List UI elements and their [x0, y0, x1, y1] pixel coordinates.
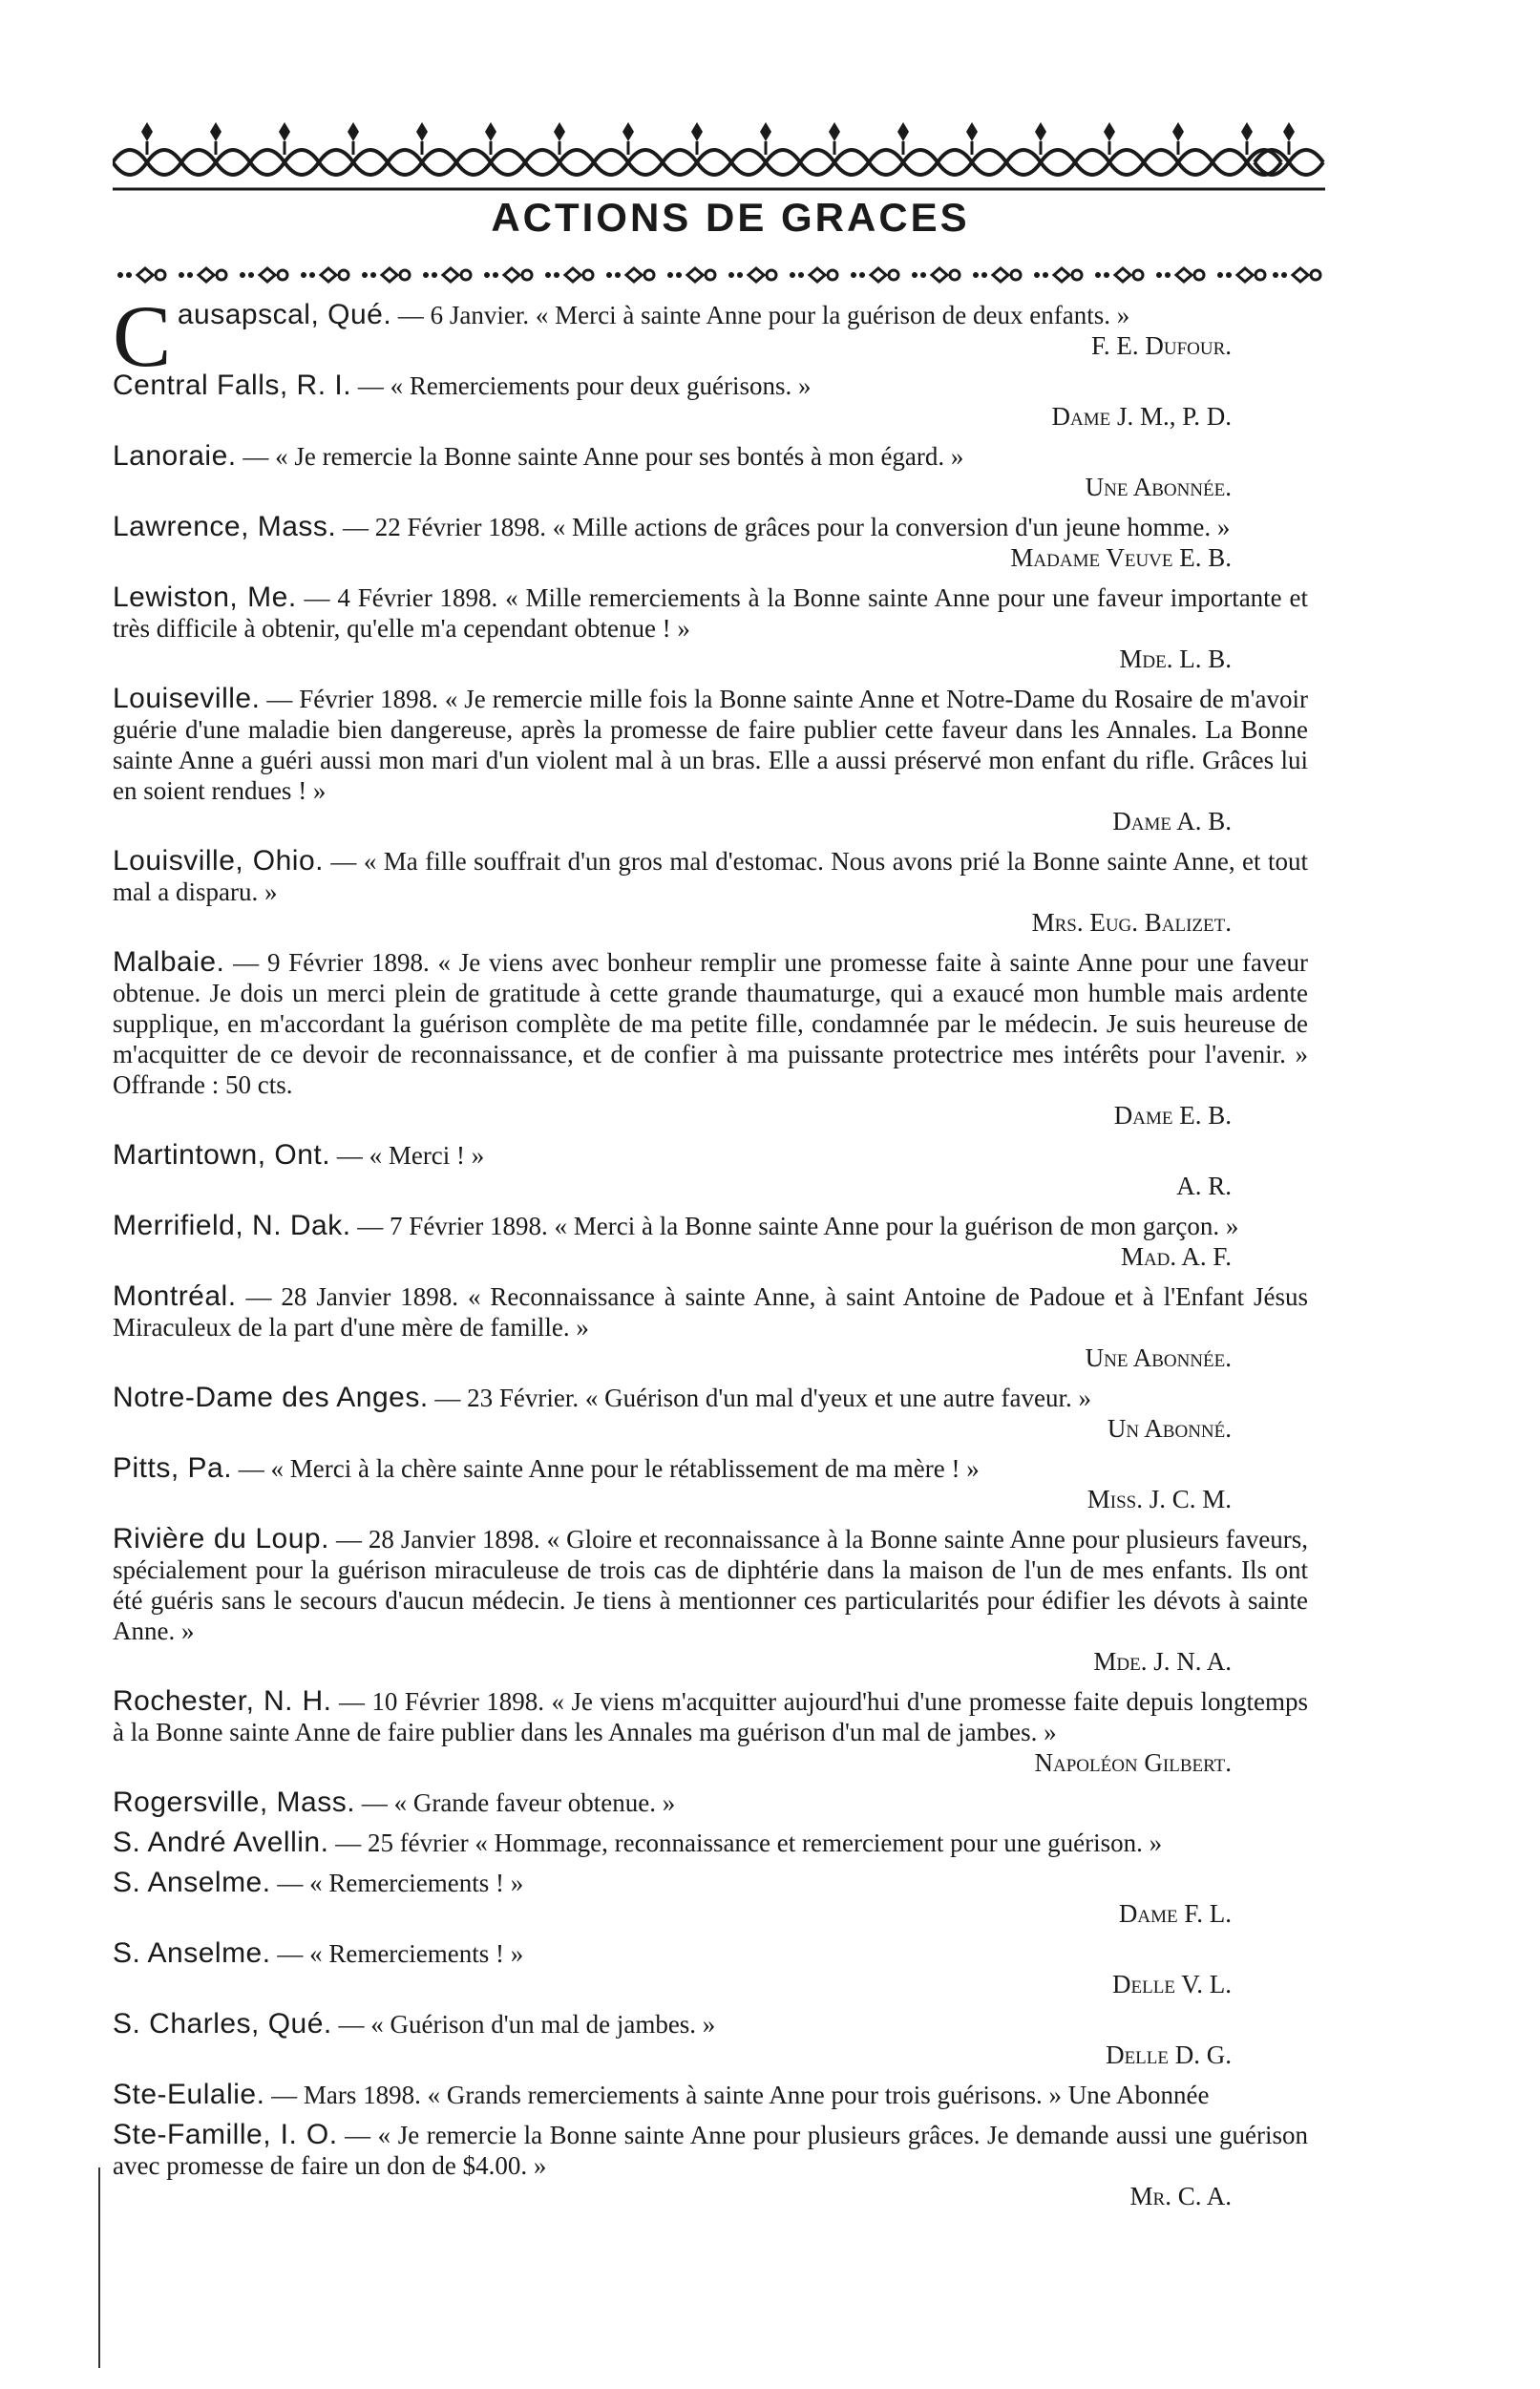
- entry-paragraph: [113, 1281, 1308, 1342]
- list-item: [113, 1383, 1308, 1444]
- entry-text: — 10 Février 1898. « Je viens m'acquitter aujourd'hui d'une promesse faite depuis longtemps à la Bonne sainte Anne de faire publier dans les Annales ma guérison d'un mal de jambes. »: [113, 1687, 1309, 1746]
- entry-paragraph: [113, 2080, 1308, 2110]
- entry-paragraph: [113, 370, 1308, 401]
- entry-paragraph: [113, 1868, 1308, 1898]
- entry-paragraph: [113, 1828, 1308, 1858]
- entry-signature: Un Abonné.: [1107, 1414, 1232, 1443]
- list-item: [113, 2080, 1308, 2110]
- entry-signature: Miss. J. C. M.: [1086, 1485, 1232, 1513]
- entry-place: Malbaie.: [113, 946, 225, 978]
- entry-place: Montréal.: [113, 1280, 237, 1312]
- entry-text: — « Merci ! »: [330, 1141, 485, 1170]
- entry-text: — « Grande faveur obtenue. »: [355, 1788, 676, 1817]
- entry-text: — « Remerciements pour deux guérisons. »: [351, 371, 812, 400]
- entry-place: Rivière du Loup.: [113, 1523, 329, 1554]
- entry-paragraph: [113, 947, 1308, 1100]
- entry-signature: Mde. J. N. A.: [1093, 1647, 1232, 1676]
- entry-signature: A. R.: [1176, 1172, 1232, 1200]
- entry-text: — « Guérison d'un mal de jambes. »: [331, 2010, 716, 2039]
- list-item: [113, 1828, 1308, 1858]
- entry-place: Pitts, Pa.: [113, 1452, 233, 1484]
- entry-text: — 22 Février 1898. « Mille actions de grâces pour la conversion d'un jeune homme. »: [336, 513, 1231, 541]
- entry-place: S. André Avellin.: [113, 1827, 329, 1858]
- page-title: ACTIONS DE GRACES: [491, 195, 970, 240]
- entry-place: Rogersville, Mass.: [113, 1786, 356, 1818]
- entry-text: — « Remerciements ! »: [270, 1939, 524, 1968]
- entry-paragraph: [113, 1686, 1308, 1747]
- list-item: [113, 2009, 1308, 2070]
- entry-signature: Dame J. M., P. D.: [1051, 402, 1232, 431]
- entry-place: Notre-Dame des Anges.: [113, 1382, 429, 1413]
- entry-paragraph: [113, 1211, 1308, 1241]
- entry-text: — 23 Février. « Guérison d'un mal d'yeux et une autre faveur. »: [428, 1384, 1091, 1412]
- entry-signature: F. E. Dufour.: [1091, 331, 1232, 360]
- entry-place: Causapscal, Qué.: [113, 287, 392, 385]
- list-item: [113, 947, 1308, 1131]
- entry-text: — 25 février « Hommage, reconnaissance et remerciement pour une guérison. »: [328, 1829, 1163, 1857]
- ornament-band-top: [113, 113, 1325, 197]
- entry-signature: Napoléon Gilbert.: [1034, 1748, 1232, 1777]
- entry-text: — « Je remercie la Bonne sainte Anne pour plusieurs grâces. Je demande aussi une guérison avec promesse de faire un don de $4.00. »: [113, 2121, 1308, 2180]
- entry-text: — 6 Janvier. « Merci à sainte Anne pour la guérison de deux enfants. »: [391, 301, 1130, 329]
- entry-text: — « Ma fille souffrait d'un gros mal d'estomac. Nous avons prié la Bonne sainte Anne, et tout mal a disparu. »: [113, 847, 1308, 906]
- entry-paragraph: [113, 846, 1308, 907]
- entry-place: Martintown, Ont.: [113, 1139, 331, 1171]
- list-item: [113, 846, 1308, 938]
- margin-rule: [98, 2167, 100, 2368]
- entry-place: S. Anselme.: [113, 1937, 271, 1969]
- entry-text: — 28 Janvier 1898. « Gloire et reconnaissance à la Bonne sainte Anne pour plusieurs faveurs, spécialement pour la guérison miraculeuse de trois cas de diphtérie dans la maison de l'un de mes enfants. Ils ont été guéris sans le secours d'aucun médecin. Je tiens à mentionner ces particularités pour édifier les dévots à sainte Anne. »: [113, 1525, 1309, 1645]
- entry-place: Louiseville.: [113, 683, 261, 714]
- entry-paragraph: [113, 1140, 1308, 1171]
- entry-text: — « Merci à la chère sainte Anne pour le rétablissement de ma mère ! »: [232, 1454, 980, 1483]
- entry-paragraph: [113, 2009, 1308, 2040]
- entry-paragraph: [113, 1938, 1308, 1969]
- entry-place: Lawrence, Mass.: [113, 511, 337, 542]
- entry-text: — Février 1898. « Je remercie mille fois la Bonne sainte Anne et Notre-Dame du Rosaire de m'avoir guérie d'une maladie bien dangereuse, après la promesse de faire publier cette faveur dans les Annales. La Bonne sainte Anne a guéri aussi mon mari d'un violent mal à un bras. Elle a aussi préservé mon enfant du rifle. Grâces lui en soient rendues ! »: [113, 685, 1308, 805]
- list-item: [113, 441, 1308, 502]
- entry-signature: Delle D. G.: [1106, 2040, 1232, 2069]
- entry-signature: Mad. A. F.: [1120, 1242, 1232, 1271]
- entry-signature: Mrs. Eug. Balizet.: [1031, 908, 1232, 937]
- entry-place: S. Charles, Qué.: [113, 2008, 332, 2040]
- drop-cap: C: [113, 287, 172, 385]
- entry-place: Central Falls, R. I.: [113, 370, 352, 401]
- entry-paragraph: [113, 1787, 1308, 1818]
- entries-list: [113, 287, 1309, 2221]
- list-item: [113, 2120, 1308, 2211]
- entry-place: S. Anselme.: [113, 1867, 271, 1898]
- list-item: [113, 1686, 1308, 1778]
- entry-paragraph: [113, 1453, 1308, 1484]
- list-item: [113, 684, 1308, 836]
- entry-paragraph: [113, 2120, 1308, 2181]
- entry-place: Rochester, N. H.: [113, 1685, 332, 1717]
- entry-text: — 9 Février 1898. « Je viens avec bonheur remplir une promesse faite à sainte Anne pour une faveur obtenue. Je dois un merci plein de gratitude à cette grande thaumaturge, qui a exaucé mon humble mais ardente supplique, en m'accordant la guérison complète de ma petite fille, condamnée par le médecin. Je suis heureuse de m'acquitter de ce devoir de reconnaissance, et de confier à ma puissante protectrice mes intérêts pour l'avenir. » Offrande : 50 cts.: [113, 948, 1308, 1099]
- entry-paragraph: [113, 684, 1308, 806]
- list-item: [113, 287, 1308, 385]
- entry-place: Lanoraie.: [113, 440, 237, 472]
- list-item: [113, 1868, 1308, 1929]
- list-item: [113, 1524, 1308, 1677]
- entry-text: — Mars 1898. « Grands remerciements à sainte Anne pour trois guérisons. » Une Abonnée: [264, 2081, 1210, 2109]
- list-item: [113, 1211, 1308, 1272]
- list-item: [113, 1453, 1308, 1514]
- entry-text: — « Remerciements ! »: [270, 1869, 524, 1897]
- entry-text: — 7 Février 1898. « Merci à la Bonne sainte Anne pour la guérison de mon garçon. »: [350, 1212, 1239, 1240]
- list-item: [113, 1281, 1308, 1373]
- entry-place: Louisville, Ohio.: [113, 845, 324, 877]
- entry-signature: Une Abonnée.: [1085, 1343, 1232, 1372]
- entry-text: — 28 Janvier 1898. « Reconnaissance à sainte Anne, à saint Antoine de Padoue et à l'Enfant Jésus Miraculeux de la part d'une mère de famille. »: [113, 1282, 1308, 1342]
- entry-place: Ste-Famille, I. O.: [113, 2119, 338, 2150]
- entry-signature: Mr. C. A.: [1129, 2182, 1232, 2210]
- entry-signature: Dame A. B.: [1112, 807, 1232, 835]
- list-item: [113, 1140, 1308, 1201]
- list-item: [113, 1938, 1308, 1999]
- ornament-divider: [115, 264, 1322, 286]
- list-item: [113, 1787, 1308, 1818]
- entry-signature: Madame Veuve E. B.: [1010, 543, 1232, 572]
- entry-signature: Une Abonnée.: [1085, 473, 1232, 501]
- entry-place: Ste-Eulalie.: [113, 2079, 265, 2110]
- entry-paragraph: [113, 512, 1308, 542]
- list-item: [113, 582, 1308, 674]
- entry-paragraph: [113, 441, 1308, 472]
- entry-paragraph: [113, 1383, 1308, 1413]
- entry-text: — 4 Février 1898. « Mille remerciements à la Bonne sainte Anne pour une faveur importante et très difficile à obtenir, qu'elle m'a cependant obtenue ! »: [113, 583, 1308, 643]
- entry-signature: Dame F. L.: [1118, 1899, 1232, 1928]
- entry-place: Lewiston, Me.: [113, 581, 297, 613]
- entry-signature: Mde. L. B.: [1119, 645, 1232, 673]
- entry-place: Merrifield, N. Dak.: [113, 1210, 351, 1241]
- list-item: [113, 370, 1308, 432]
- entry-paragraph: [113, 1524, 1308, 1646]
- list-item: [113, 512, 1308, 573]
- entry-signature: Dame E. B.: [1113, 1101, 1232, 1130]
- entry-text: — « Je remercie la Bonne sainte Anne pour ses bontés à mon égard. »: [236, 442, 964, 471]
- entry-signature: Delle V. L.: [1112, 1970, 1232, 1998]
- entry-paragraph: [113, 582, 1308, 644]
